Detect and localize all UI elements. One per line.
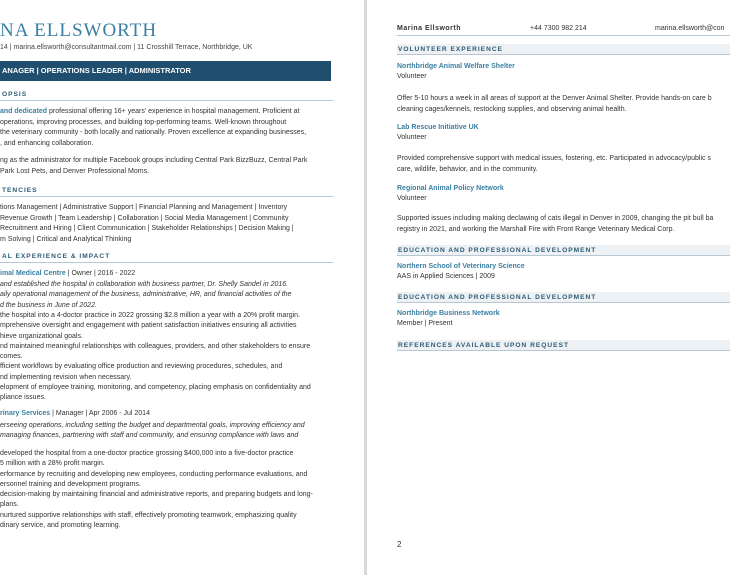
volunteer-role: Volunteer xyxy=(397,73,427,80)
education-org: Northern School of Veterinary Science xyxy=(397,263,525,270)
header-divider xyxy=(397,35,730,36)
synopsis-line: ng as the administrator for multiple Facebook groups including Central Park BizzBuzz, Central Park xyxy=(0,157,308,164)
synopsis-line: , and enhancing collaboration. xyxy=(0,139,94,147)
job1-bullet: elopment of employee training, monitoring, and competency, placing emphasis on confidentiality and xyxy=(0,384,311,392)
volunteer-role: Volunteer xyxy=(397,134,427,141)
volunteer-org: Northbridge Animal Welfare Shelter xyxy=(397,63,515,70)
job2-company: rinary Services xyxy=(0,410,51,417)
job2-bullet: nurtured supportive relationships with staff, effectively promoting teamwork, emphasizing quality xyxy=(0,511,297,519)
job2-bullet: erformance by recruiting and developing new employees, conducting performance evaluations, and xyxy=(0,470,308,478)
competencies-text xyxy=(0,203,336,245)
job2-bullet: plans. xyxy=(0,501,19,509)
job1-bullets xyxy=(0,311,336,404)
job2-meta: | Manager | Apr 2006 - Jul 2014 xyxy=(50,410,150,417)
synopsis-line: professional offering 16+ years' experience in hospital management. Proficient at xyxy=(47,108,300,115)
page-number: 2 xyxy=(397,540,402,549)
job1-bullet: nd implementing revision when necessary. xyxy=(0,373,132,381)
synopsis-line: the veterinary community - both locally and nationally. Proven excellence at expanding businesses, xyxy=(0,129,307,136)
job2-title-line xyxy=(0,410,150,417)
header-phone: +44 7300 982 214 xyxy=(530,25,587,32)
resume-page-2 xyxy=(367,0,730,575)
job1-bullet: the hospital into a 4-doctor practice in 2022 grossing $2.8 million a year with a 20% profit margin. xyxy=(0,312,300,319)
education-heading: EDUCATION AND PROFESSIONAL DEVELOPMENT xyxy=(397,245,730,256)
volunteer-desc-line: care, wildlife, behavior, and in the community. xyxy=(397,165,538,173)
volunteer-desc-line: Supported issues including making declawing of cats illegal in Denver in 2009, changing the pit bull ba xyxy=(397,215,714,222)
job2-bullet: 5 million with a 28% profit margin. xyxy=(0,460,105,468)
job1-bullet: hieve organizational goals. xyxy=(0,332,83,340)
competencies-line: Revenue Growth | Team Leadership | Collaboration | Social Media Management | Community xyxy=(0,214,289,222)
contact-line: 14 | marina.ellsworth@consultantmail.com | 11 Crosshill Terrace, Northbridge, UK xyxy=(0,44,253,51)
job2-bullet: decision-making by maintaining financial and administrative reports, and preparing budgets and long- xyxy=(0,491,313,499)
volunteer-heading: VOLUNTEER EXPERIENCE xyxy=(397,44,730,55)
volunteer-desc-line: Provided comprehensive support with medical issues, fostering, etc. Participated in advocacy/public s xyxy=(397,155,711,162)
experience-heading: AL EXPERIENCE & IMPACT xyxy=(0,252,333,263)
synopsis-lead: and dedicated xyxy=(0,108,48,115)
competencies-line: Recruitment and Hiring | Client Communication | Stakeholder Relationships | Decision Making | xyxy=(0,225,294,232)
volunteer-desc xyxy=(397,94,730,115)
job1-company: imal Medical Centre xyxy=(0,270,66,277)
header-email: marina.ellsworth@con xyxy=(655,25,725,32)
volunteer-desc-line: registry in 2021, and working the Marshall Fire with Front Range Veterinary Medical Corp. xyxy=(397,225,675,233)
candidate-name: NA ELLSWORTH xyxy=(0,20,158,41)
job1-bullet: pliance issues. xyxy=(0,394,46,402)
header-name: Marina Ellsworth xyxy=(397,25,462,32)
job1-meta: | Owner | 2016 - 2022 xyxy=(65,270,136,277)
competencies-line: m Solving | Critical and Analytical Thinking xyxy=(0,235,132,243)
references-heading: REFERENCES AVAILABLE UPON REQUEST xyxy=(397,340,730,351)
job1-bullet: nd maintained meaningful relationships with colleagues, providers, and other stakeholders to ensure xyxy=(0,342,311,350)
volunteer-role: Volunteer xyxy=(397,195,427,202)
competencies-heading: TENCIES xyxy=(0,186,333,197)
volunteer-desc-line: Offer 5-10 hours a week in all areas of support at the Denver Animal Shelter. Provide hands-on care b xyxy=(397,95,712,102)
volunteer-desc-line: cleaning cages/kennels, restocking supplies, and observing animal health. xyxy=(397,105,627,113)
job2-bullet: developed the hospital from a one-doctor practice grossing $400,000 into a five-doctor practice xyxy=(0,450,294,457)
synopsis-text-2 xyxy=(0,156,336,177)
competencies-line: tions Management | Administrative Support | Financial Planning and Management | Inventory xyxy=(0,204,288,211)
synopsis-line: Park Lost Pets, and Denver Professional Moms. xyxy=(0,167,150,175)
membership-detail: Member | Present xyxy=(397,320,453,327)
job1-bullet: mprehensive oversight and engagement with patient satisfaction initiatives ensuring all activities xyxy=(0,322,297,330)
job1-summary-line: and established the hospital in collaboration with business partner, Dr. Shelly Sandel in 2016. xyxy=(0,281,289,288)
education-heading-2: EDUCATION AND PROFESSIONAL DEVELOPMENT xyxy=(397,292,730,303)
synopsis-heading: OPSIS xyxy=(0,90,333,101)
resume-page-1 xyxy=(0,0,364,575)
job1-bullet: comes. xyxy=(0,353,23,361)
volunteer-desc xyxy=(397,154,730,175)
title-banner: ANAGER | OPERATIONS LEADER | ADMINISTRATOR xyxy=(0,61,331,81)
job1-summary-line: aily operational management of the business, administrative, HR, and financial activities of the xyxy=(0,291,292,299)
volunteer-desc xyxy=(397,214,730,235)
job2-bullet: dinary service, and promoting learning. xyxy=(0,522,121,530)
job2-summary-line: erseeing operations, including setting the budget and departmental goals, improving efficiency and xyxy=(0,422,305,429)
job2-summary xyxy=(0,421,336,442)
synopsis-line: operations, improving processes, and building top-performing teams. Well-known throughout xyxy=(0,118,287,126)
job1-title-line xyxy=(0,270,135,277)
synopsis-text xyxy=(0,107,336,149)
job1-summary xyxy=(0,280,336,311)
job1-bullet: fficient workflows by evaluating office production and reviewing procedures, schedules, and xyxy=(0,363,283,371)
education-detail: AAS in Applied Sciences | 2009 xyxy=(397,273,495,280)
volunteer-org: Regional Animal Policy Network xyxy=(397,185,504,192)
membership-org: Northbridge Business Network xyxy=(397,310,500,317)
volunteer-org: Lab Rescue Initiative UK xyxy=(397,124,479,131)
job2-bullets xyxy=(0,449,336,531)
job2-summary-line: managing finances, partnering with staff and community, and ensuring compliance with laws and xyxy=(0,432,299,440)
job1-summary-line: d the business in June of 2022. xyxy=(0,301,97,309)
job2-bullet: ersonnel training and development programs. xyxy=(0,480,141,488)
